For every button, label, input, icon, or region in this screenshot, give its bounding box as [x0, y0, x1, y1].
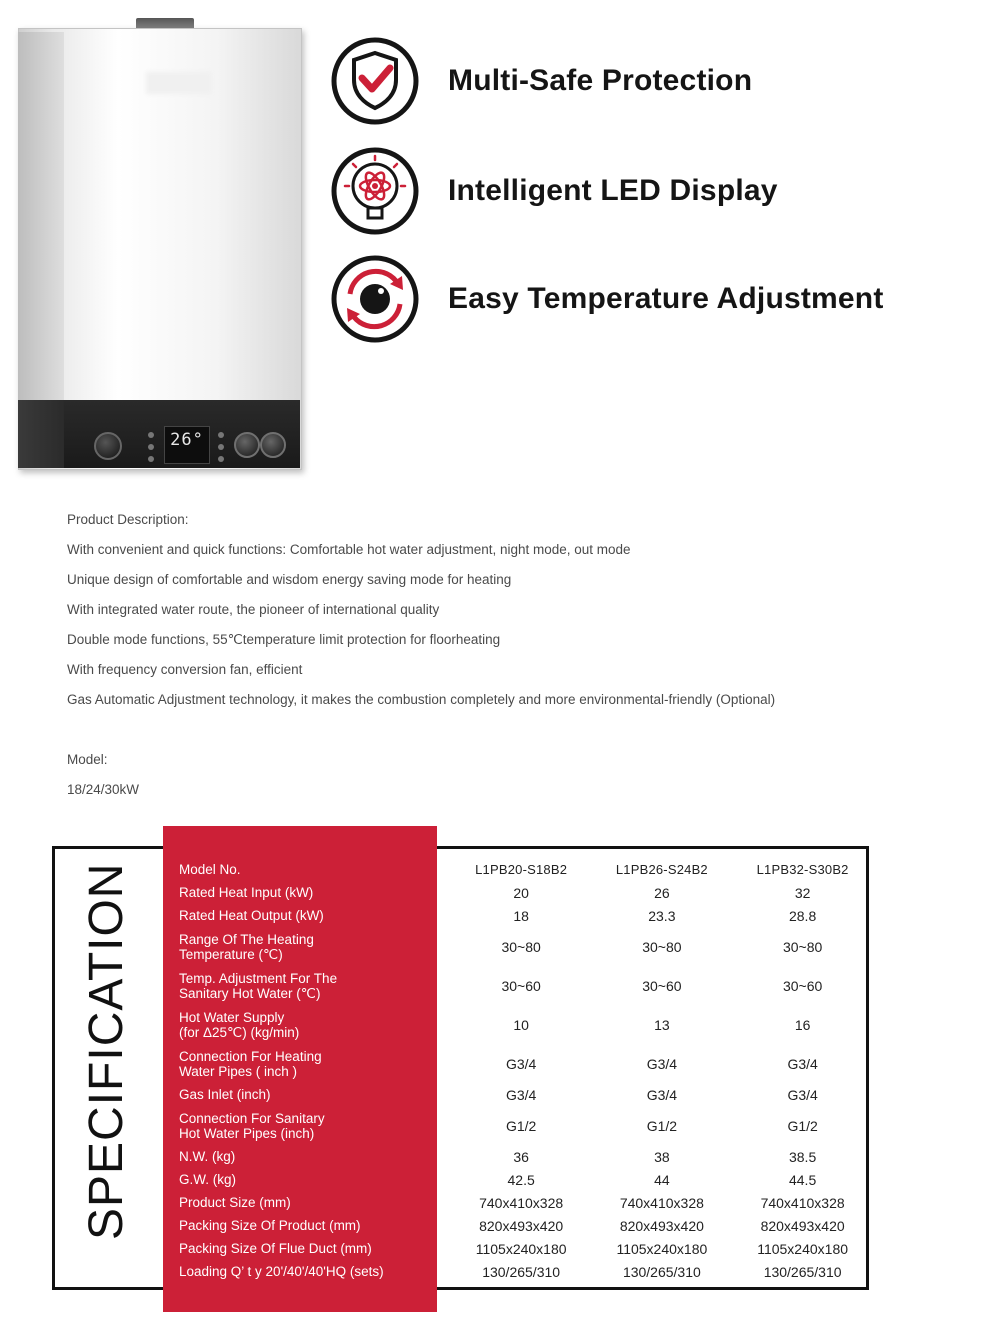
spec-row-label: [163, 1214, 451, 1237]
feature-label: Intelligent LED Display: [448, 174, 778, 207]
spec-value: 20: [513, 884, 529, 901]
spec-value: 1105x240x180: [616, 1240, 708, 1257]
spec-value: G3/4: [646, 1055, 678, 1072]
product-image: [12, 18, 304, 470]
spec-value: 44: [654, 1171, 670, 1188]
spec-value: 44.5: [788, 1171, 817, 1188]
spec-row-label: [163, 1083, 451, 1106]
spec-row: [163, 904, 873, 927]
spec-row-label: [163, 1145, 451, 1168]
spec-value: G3/4: [787, 1086, 818, 1103]
spec-value: 13: [654, 1016, 670, 1033]
spec-value: L1PB20-S18B2: [475, 862, 568, 877]
spec-value: L1PB26-S24B2: [615, 862, 708, 877]
spec-value: 1105x240x180: [475, 1240, 567, 1257]
feature-item: [330, 146, 778, 236]
spec-row: [163, 1168, 873, 1191]
spec-value: 30~60: [642, 977, 682, 994]
feature-label: Easy Temperature Adjustment: [448, 282, 884, 315]
spec-value: 18: [513, 907, 529, 924]
spec-row-label: [163, 1005, 451, 1044]
spec-label-line: Product Size (mm): [179, 1195, 291, 1210]
spec-value: 820x493x420: [479, 1217, 564, 1234]
spec-value: 30~60: [501, 977, 541, 994]
panel-button: [218, 456, 224, 462]
panel-button: [218, 432, 224, 438]
spec-value: G3/4: [505, 1086, 537, 1103]
specification-table: [163, 858, 873, 1283]
spec-label-line: N.W. (kg): [179, 1149, 236, 1164]
spec-value: 30~80: [642, 938, 682, 955]
control-panel-side: [18, 400, 64, 468]
spec-value: 30~80: [501, 938, 541, 955]
spec-row-label: [163, 1191, 451, 1214]
spec-label-line: Packing Size Of Product (mm): [179, 1218, 361, 1233]
spec-row-label: [163, 1044, 451, 1083]
spec-row-label: [163, 1260, 451, 1283]
power-knob: [94, 432, 122, 460]
spec-row-label: [163, 1237, 451, 1260]
spec-value: 820x493x420: [619, 1217, 704, 1234]
description-line: With frequency conversion fan, efficient: [67, 662, 303, 677]
spec-row-label: [163, 881, 451, 904]
spec-row: [163, 1145, 873, 1168]
spec-row-label: [163, 858, 451, 881]
spec-label-line: Loading Q’ t y 20'/40'/40'HQ (sets): [179, 1264, 384, 1279]
shield-check-icon: [330, 36, 420, 126]
spec-value: 740x410x328: [479, 1194, 564, 1211]
spec-value: 130/265/310: [763, 1263, 842, 1280]
spec-label-line: Sanitary Hot Water (℃): [179, 985, 321, 1001]
spec-value: G1/2: [505, 1117, 537, 1134]
spec-value: 26: [654, 884, 670, 901]
spec-row-label: [163, 927, 451, 966]
spec-value: 130/265/310: [482, 1263, 561, 1280]
spec-label-line: Gas Inlet (inch): [179, 1087, 271, 1102]
spec-label-line: Hot Water Supply: [179, 1009, 285, 1025]
spec-label-line: Rated Heat Output (kW): [179, 908, 324, 923]
spec-row: [163, 1083, 873, 1106]
spec-value: 820x493x420: [760, 1217, 845, 1234]
panel-button: [148, 444, 154, 450]
spec-value: 740x410x328: [619, 1194, 704, 1211]
model-value: 18/24/30kW: [67, 782, 140, 797]
spec-value: L1PB32-S30B2: [756, 862, 849, 877]
spec-value: 36: [513, 1148, 529, 1165]
led-display: 26°: [164, 426, 210, 464]
spec-value: 130/265/310: [622, 1263, 701, 1280]
feature-item: [330, 36, 752, 126]
spec-label-line: Range Of The Heating: [179, 931, 314, 947]
spec-label-line: G.W. (kg): [179, 1172, 236, 1187]
spec-label-line: Model No.: [179, 862, 241, 877]
description-line: With convenient and quick functions: Comfortable hot water adjustment, night mode, out mode: [67, 542, 631, 557]
spec-value: G3/4: [646, 1086, 678, 1103]
specification-title: SPECIFICATION: [80, 862, 133, 1240]
spec-row-label: [163, 1168, 451, 1191]
panel-button: [148, 456, 154, 462]
spec-row-label: [163, 904, 451, 927]
panel-button: [148, 432, 154, 438]
hot-water-knob: [260, 432, 286, 458]
blurred-brand-logo: [146, 72, 212, 94]
model-heading: Model:: [67, 752, 108, 767]
spec-value: G3/4: [505, 1055, 537, 1072]
spec-label-line: Rated Heat Input (kW): [179, 885, 314, 900]
spec-value: 30~80: [782, 938, 823, 955]
description-line: Gas Automatic Adjustment technology, it makes the combustion completely and more environmental-friendly (Optional): [67, 692, 776, 707]
spec-label-line: Packing Size Of Flue Duct (mm): [179, 1241, 372, 1256]
panel-button: [218, 444, 224, 450]
spec-row: [163, 1260, 873, 1283]
spec-label-line: Connection For Sanitary: [179, 1110, 325, 1126]
description-line: Unique design of comfortable and wisdom energy saving mode for heating: [67, 572, 512, 587]
spec-value: 23.3: [648, 907, 676, 924]
spec-label-line: Connection For Heating: [179, 1048, 322, 1064]
feature-label: Multi-Safe Protection: [448, 64, 753, 97]
spec-value: G1/2: [646, 1117, 678, 1134]
spec-value: 740x410x328: [760, 1194, 845, 1211]
spec-value: 1105x240x180: [757, 1240, 849, 1257]
feature-item: [330, 254, 884, 344]
spec-row: [163, 1214, 873, 1237]
spec-value: G1/2: [787, 1117, 818, 1134]
heating-knob: [234, 432, 260, 458]
spec-label-line: Hot Water Pipes (inch): [179, 1125, 315, 1141]
description-heading: Product Description:: [67, 512, 189, 527]
spec-row: [163, 1191, 873, 1214]
spec-row: [163, 966, 873, 1005]
spec-row: [163, 881, 873, 904]
spec-value: 38.5: [788, 1148, 817, 1165]
spec-value: 32: [794, 884, 811, 901]
atom-bulb-icon: [330, 146, 420, 236]
spec-value: 30~60: [782, 977, 823, 994]
spec-label-line: Water Pipes ( inch ): [179, 1063, 298, 1079]
description-line: Double mode functions, 55℃temperature limit protection for floorheating: [67, 632, 501, 647]
spec-row: [163, 1106, 873, 1145]
spec-label-line: Temperature (℃): [179, 946, 283, 962]
spec-value: 10: [513, 1016, 529, 1033]
spec-row-label: [163, 966, 451, 1005]
spec-label-line: (for Δ25℃) (kg/min): [179, 1024, 300, 1040]
spec-row-label: [163, 1106, 451, 1145]
spec-value: 28.8: [788, 907, 817, 924]
product-description: [67, 508, 947, 808]
spec-row: [163, 1005, 873, 1044]
spec-value: 16: [794, 1016, 811, 1033]
spec-label-line: Temp. Adjustment For The: [179, 970, 338, 986]
spec-row: [163, 1044, 873, 1083]
spec-value: G3/4: [787, 1055, 818, 1072]
spec-row: [163, 858, 873, 881]
spec-row: [163, 927, 873, 966]
rotate-knob-icon: [330, 254, 420, 344]
description-line: With integrated water route, the pioneer of international quality: [67, 602, 440, 617]
spec-row: [163, 1237, 873, 1260]
spec-value: 42.5: [507, 1171, 535, 1188]
spec-value: 38: [654, 1148, 670, 1165]
